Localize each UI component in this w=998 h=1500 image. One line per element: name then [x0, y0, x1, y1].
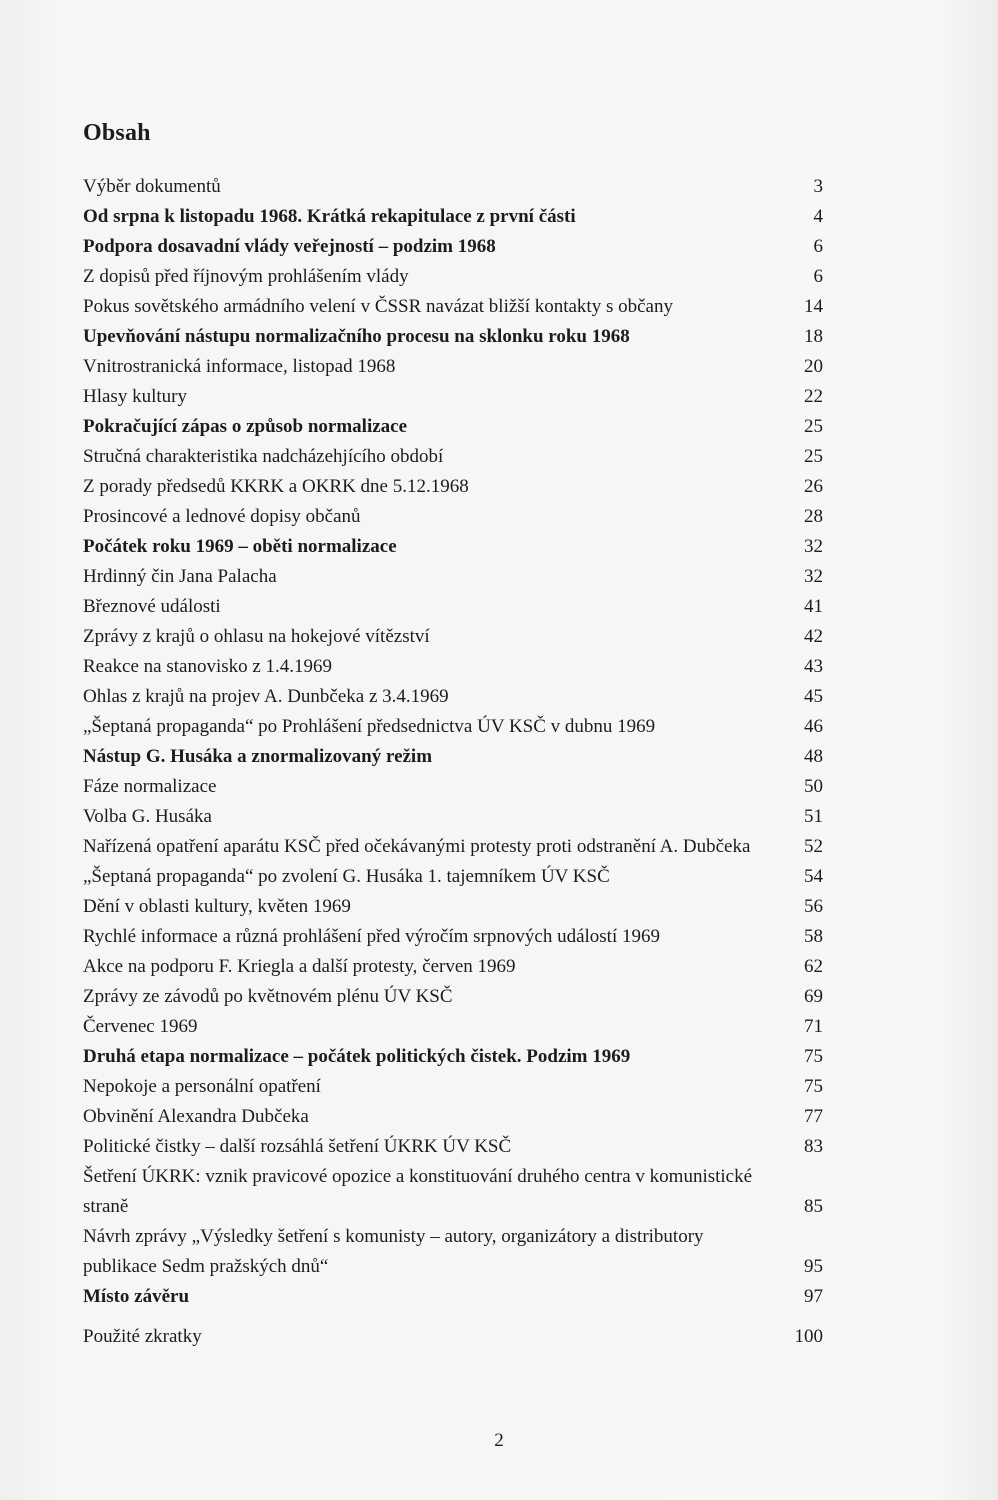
toc-entry-title: Nástup G. Husáka a znormalizovaný režim [83, 746, 433, 767]
toc-entry [83, 682, 823, 712]
toc-entry-page: 58 [804, 926, 823, 947]
toc-entry-title: Prosincové a lednové dopisy občanů [83, 506, 361, 527]
toc-entry-title: Výběr dokumentů [83, 176, 221, 197]
toc-entry [83, 742, 823, 772]
toc-entry-title: Z dopisů před říjnovým prohlášením vlády [83, 266, 409, 287]
toc-entry [83, 442, 823, 472]
toc-entry [83, 922, 823, 952]
toc-entry [83, 382, 823, 412]
toc-entry [83, 202, 823, 232]
toc-entry-page: 20 [804, 356, 823, 377]
toc-entry [83, 1162, 823, 1222]
toc-entry-page: 41 [804, 596, 823, 617]
toc-entry [83, 862, 823, 892]
toc-entry-page: 75 [804, 1076, 823, 1097]
toc-entry-title: Březnové události [83, 596, 221, 617]
toc-entry-title: Hrdinný čin Jana Palacha [83, 566, 277, 587]
toc-entry-page: 32 [804, 536, 823, 557]
toc-entry-title: Pokračující zápas o způsob normalizace [83, 416, 408, 437]
toc-entry-page: 32 [804, 566, 823, 587]
toc-entry [83, 1072, 823, 1102]
toc-entry [83, 562, 823, 592]
toc-entry [83, 652, 823, 682]
toc-entry [83, 1042, 823, 1072]
toc-entry-title: Nařízená opatření aparátu KSČ před očekávanými protesty proti odstranění A. Dubčeka [83, 836, 751, 857]
toc-entry-page: 62 [804, 956, 823, 977]
toc-entry-page: 18 [804, 326, 823, 347]
toc-entry [83, 592, 823, 622]
toc-entry-title: „Šeptaná propaganda“ po zvolení G. Husáka 1. tajemníkem ÚV KSČ [83, 866, 610, 887]
toc-entry-title: Akce na podporu F. Kriegla a další protesty, červen 1969 [83, 956, 516, 977]
toc-entry [83, 172, 823, 202]
toc-entry [83, 1102, 823, 1132]
toc-entry-page: 56 [804, 896, 823, 917]
toc-entry [83, 532, 823, 562]
toc-entry-title: Šetření ÚKRK: vznik pravicové opozice a konstituování druhého centra v komunistické straně [83, 1166, 753, 1217]
toc-entry-page: 25 [804, 416, 823, 437]
toc-entry-page: 97 [804, 1286, 823, 1307]
toc-entry-title: Červenec 1969 [83, 1016, 198, 1037]
toc-entry-page: 22 [804, 386, 823, 407]
toc-entry-page: 54 [804, 866, 823, 887]
toc-entry [83, 232, 823, 262]
toc-entry-page: 6 [813, 266, 823, 287]
toc-entry [83, 1132, 823, 1162]
toc-entry-title: Podpora dosavadní vlády veřejností – podzim 1968 [83, 236, 496, 257]
toc-entry-title: Zprávy ze závodů po květnovém plénu ÚV KSČ [83, 986, 453, 1007]
toc-entry-title: Pokus sovětského armádního velení v ČSSR navázat bližší kontakty s občany [83, 296, 673, 317]
toc-entry-title: Vnitrostranická informace, listopad 1968 [83, 356, 396, 377]
toc-entry-title: Fáze normalizace [83, 776, 217, 797]
toc-entry-title: Ohlas z krajů na projev A. Dunbčeka z 3.4.1969 [83, 686, 449, 707]
toc-entry-page: 45 [804, 686, 823, 707]
toc-entry-title: Stručná charakteristika nadcházehjícího období [83, 446, 444, 467]
toc-entry [83, 1322, 823, 1352]
toc-entry-title: Reakce na stanovisko z 1.4.1969 [83, 656, 333, 677]
toc-entry-title: Z porady předsedů KKRK a OKRK dne 5.12.1968 [83, 476, 469, 497]
toc-entry-title: Upevňování nástupu normalizačního procesu na sklonku roku 1968 [83, 326, 630, 347]
toc-entry-page: 42 [804, 626, 823, 647]
toc-entry-page: 77 [804, 1106, 823, 1127]
toc-entry-page: 100 [794, 1326, 823, 1347]
toc-entry-page: 69 [804, 986, 823, 1007]
table-of-contents [83, 172, 823, 1352]
toc-entry-page: 51 [804, 806, 823, 827]
toc-entry-page: 25 [804, 446, 823, 467]
toc-entry-title: Od srpna k listopadu 1968. Krátká rekapitulace z první části [83, 206, 576, 227]
toc-entry-title: Rychlé informace a různá prohlášení před výročím srpnových událostí 1969 [83, 926, 660, 947]
toc-entry [83, 982, 823, 1012]
toc-entry-title: Místo závěru [83, 1286, 190, 1307]
toc-entry-page: 50 [804, 776, 823, 797]
toc-entry-page: 95 [804, 1256, 823, 1277]
toc-entry-title: Počátek roku 1969 – oběti normalizace [83, 536, 397, 557]
toc-entry-page: 75 [804, 1046, 823, 1067]
page-number: 2 [494, 1430, 504, 1451]
toc-entry-title: Použité zkratky [83, 1326, 202, 1347]
toc-entry [83, 1282, 823, 1312]
toc-entry [83, 892, 823, 922]
toc-entry [83, 772, 823, 802]
toc-entry [83, 322, 823, 352]
toc-entry-page: 28 [804, 506, 823, 527]
toc-entry [83, 292, 823, 322]
toc-entry-page: 46 [804, 716, 823, 737]
toc-entry [83, 262, 823, 292]
toc-entry-title: Nepokoje a personální opatření [83, 1076, 321, 1097]
toc-entry [83, 412, 823, 442]
toc-entry-page: 52 [804, 836, 823, 857]
toc-entry-title: Druhá etapa normalizace – počátek politických čistek. Podzim 1969 [83, 1046, 631, 1067]
toc-entry [83, 802, 823, 832]
toc-entry-page: 48 [804, 746, 823, 767]
toc-entry [83, 712, 823, 742]
toc-entry [83, 472, 823, 502]
toc-entry [83, 952, 823, 982]
toc-entry-title: Zprávy z krajů o ohlasu na hokejové vítězství [83, 626, 430, 647]
toc-entry-title: Volba G. Husáka [83, 806, 212, 827]
toc-entry-title: Dění v oblasti kultury, květen 1969 [83, 896, 351, 917]
toc-entry [83, 832, 823, 862]
toc-entry-title: Návrh zprávy „Výsledky šetření s komunisty – autory, organizátory a distributory publikace Sedm pražských dnů“ [83, 1226, 704, 1277]
toc-entry-page: 26 [804, 476, 823, 497]
toc-entry-page: 85 [804, 1196, 823, 1217]
toc-entry-page: 14 [804, 296, 823, 317]
toc-entry-page: 71 [804, 1016, 823, 1037]
toc-entry [83, 622, 823, 652]
toc-entry-title: Politické čistky – další rozsáhlá šetření ÚKRK ÚV KSČ [83, 1136, 512, 1157]
toc-heading: Obsah [83, 120, 151, 146]
toc-entry [83, 502, 823, 532]
toc-entry [83, 1012, 823, 1042]
toc-entry [83, 352, 823, 382]
toc-entry-title: Obvinění Alexandra Dubčeka [83, 1106, 309, 1127]
toc-entry-title: „Šeptaná propaganda“ po Prohlášení předsednictva ÚV KSČ v dubnu 1969 [83, 716, 656, 737]
toc-entry-page: 83 [804, 1136, 823, 1157]
toc-entry [83, 1222, 823, 1282]
toc-entry-title: Hlasy kultury [83, 386, 187, 407]
toc-entry-page: 43 [804, 656, 823, 677]
toc-entry-page: 3 [813, 176, 823, 197]
toc-entry-page: 6 [813, 236, 823, 257]
toc-entry-page: 4 [813, 206, 823, 227]
